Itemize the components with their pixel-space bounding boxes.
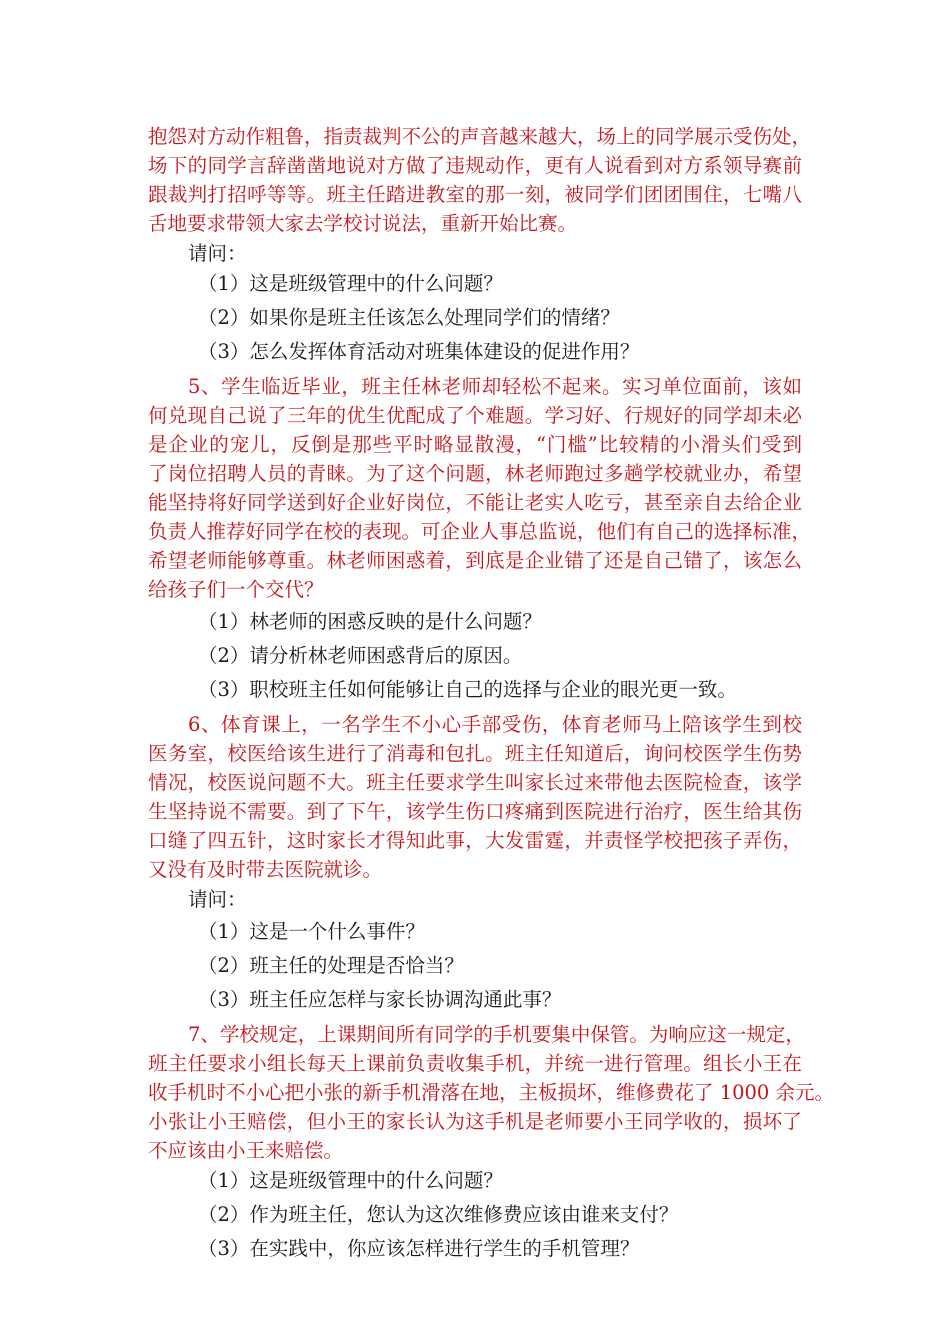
case6-line: 又没有及时带去医院就诊。 [148, 858, 383, 881]
case5-line: 5、学生临近毕业，班主任林老师却轻松不起来。实习单位面前，该如 [188, 375, 802, 398]
case6-ask: 请问： [188, 888, 247, 911]
case7-question: （1）这是班级管理中的什么问题？ [198, 1169, 503, 1192]
case4-line: 场下的同学言辞凿凿地说对方做了违规动作，更有人说看到对方系领导赛前 [148, 154, 802, 177]
case5-line: 了岗位招聘人员的青睐。为了这个问题，林老师跑过多趟学校就业办，希望 [148, 462, 802, 485]
case5-question: （2）请分析林老师困惑背后的原因。 [198, 644, 523, 667]
case6-line: 生坚持说不需要。到了下午，该学生伤口疼痛到医院进行治疗，医生给其伤 [148, 800, 802, 823]
case4-question: （3）怎么发挥体育活动对班集体建设的促进作用？ [198, 340, 640, 363]
case4-question: （1）这是班级管理中的什么问题？ [198, 272, 503, 295]
case5-question: （1）林老师的困惑反映的是什么问题？ [198, 610, 542, 633]
case4-line: 跟裁判打招呼等等。班主任踏进教室的那一刻，被同学们团团围住，七嘴八 [148, 183, 802, 206]
case4-ask: 请问： [188, 242, 247, 265]
case7-line: 不应该由小王来赔偿。 [148, 1139, 344, 1162]
case7-line: 收手机时不小心把小张的新手机滑落在地，主板损坏，维修费花了 1000 余元。 [148, 1081, 835, 1104]
case5-line: 负责人推荐好同学在校的表现。可企业人事总监说，他们有自己的选择标准， [148, 520, 812, 543]
case5-question: （3）职校班主任如何能够让自己的选择与企业的眼光更一致。 [198, 678, 737, 701]
case7-question: （3）在实践中，你应该怎样进行学生的手机管理？ [198, 1237, 640, 1260]
case7-line: 7、学校规定，上课期间所有同学的手机要集中保管。为响应这一规定， [188, 1023, 805, 1046]
case5-line: 是企业的宠儿，反倒是那些平时略显散漫，“门槛”比较精的小滑头们受到 [148, 433, 802, 456]
case4-line: 抱怨对方动作粗鲁，指责裁判不公的声音越来越大，场上的同学展示受伤处， [148, 125, 812, 148]
case6-line: 情况，校医说问题不大。班主任要求学生叫家长过来带他去医院检查，该学 [148, 771, 802, 794]
case6-line: 医务室，校医给该生进行了消毒和包扎。班主任知道后，询问校医学生伤势 [148, 742, 802, 765]
case5-line: 希望老师能够尊重。林老师困惑着，到底是企业错了还是自己错了，该怎么 [148, 549, 802, 572]
case4-line: 舌地要求带领大家去学校讨说法，重新开始比赛。 [148, 212, 578, 235]
case6-question: （2）班主任的处理是否恰当？ [198, 954, 464, 977]
case6-line: 6、体育课上，一名学生不小心手部受伤，体育老师马上陪该学生到校 [188, 713, 802, 736]
case4-question: （2）如果你是班主任该怎么处理同学们的情绪？ [198, 306, 620, 329]
case7-line: 小张让小王赔偿，但小王的家长认为这手机是老师要小王同学收的，损坏了 [148, 1110, 802, 1133]
case6-question: （3）班主任应怎样与家长协调沟通此事？ [198, 988, 562, 1011]
case7-question: （2）作为班主任，您认为这次维修费应该由谁来支付？ [198, 1203, 679, 1226]
case5-line: 给孩子们一个交代？ [148, 578, 324, 601]
case6-line: 口缝了四五针，这时家长才得知此事，大发雷霆，并责怪学校把孩子弄伤， [148, 829, 802, 852]
case7-line: 班主任要求小组长每天上课前负责收集手机，并统一进行管理。组长小王在 [148, 1052, 802, 1075]
case6-question: （1）这是一个什么事件？ [198, 920, 425, 943]
case5-line: 能坚持将好同学送到好企业好岗位，不能让老实人吃亏，甚至亲自去给企业 [148, 491, 802, 514]
case5-line: 何兑现自己说了三年的优生优配成了个难题。学习好、行规好的同学却未必 [148, 404, 802, 427]
